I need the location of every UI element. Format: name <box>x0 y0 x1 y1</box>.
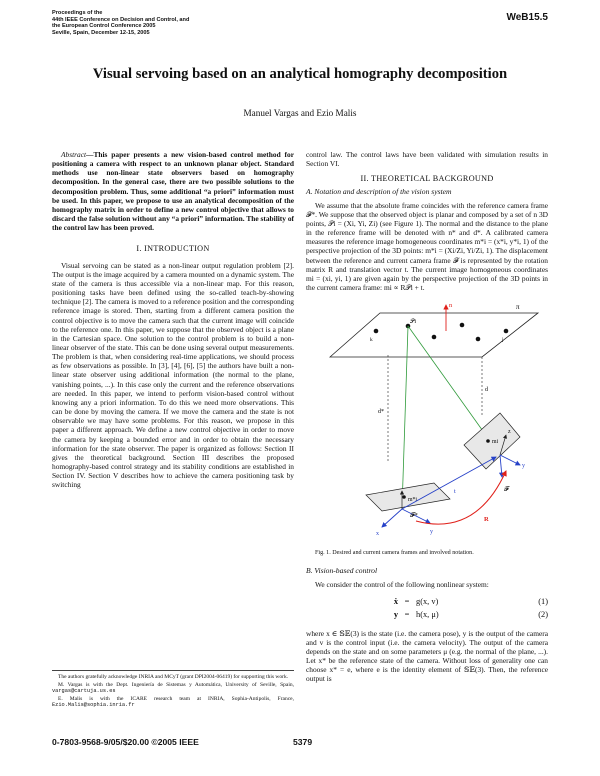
ref-axis-x <box>382 509 402 527</box>
cur-axis-z-label: z <box>508 429 511 436</box>
j-label: j <box>502 337 504 344</box>
k-label: k <box>370 337 373 344</box>
proceedings-line: Proceedings of the <box>52 10 103 16</box>
footnote-malis <box>52 696 294 709</box>
point-label: 𝒫i <box>410 319 416 326</box>
distance-ref-label: d* <box>378 409 384 416</box>
subsection-a-paragraph: We assume that the absolute frame coincides with the reference camera frame 𝓕*. We suppose that the observed object is planar and composed by a set of n 3D points, 𝒫i = (Xi, Yi, Zi) (see Figure 1). The normal and the distance to the plane in the reference frame will be denoted with n* and d*. A calibrated camera measures the reference image homogeneous coordinates m*i = (x*i, y*i, 1) of the perspective projection of the 3D points: m*i = (Xi/Zi, Yi/Zi, 1). The displacement between the reference and current camera frame 𝓕 is represented by the rotation matrix R and translation vector t. The current image homogeneous coordinates mi = (xi, yi, 1) are given again by the perspective projection of the 3D points in the current camera frame: mi ∝ R𝒫i + t. <box>306 200 548 293</box>
right-column <box>306 150 548 684</box>
footnote-acknowledgment: The authors gratefully acknowledge INRIA and MCyT (grant DPI2004-06419) for supporting this work. <box>58 674 289 680</box>
cur-axis-y-label: y <box>522 463 525 470</box>
distance-cur-label: d <box>485 387 488 394</box>
equation-rhs: h(x, μ) <box>416 609 439 619</box>
plane-label: π <box>516 303 520 312</box>
equation-rhs: g(x, v) <box>416 596 439 606</box>
equation-rel: = <box>404 609 410 619</box>
cur-axis-x <box>500 455 502 477</box>
footnote-vargas <box>52 682 294 695</box>
isbn-line: 0-7803-9568-9/05/$20.00 ©2005 IEEE <box>52 737 199 747</box>
proceedings-line: Seville, Spain, December 12-15, 2005 <box>52 29 150 36</box>
page-number: 5379 <box>293 737 313 747</box>
theory-heading: II. THEORETICAL BACKGROUND <box>360 174 494 184</box>
abstract-dash: — <box>86 150 94 159</box>
intro-continued: control law. The control laws have been validated with simulation results in Section VI. <box>306 150 548 169</box>
current-image-label: mi <box>492 439 499 446</box>
subsection-a-heading: A. Notation and description of the vision system <box>306 187 452 197</box>
equation-block <box>306 595 548 621</box>
session-code: WeB15.5 <box>506 12 548 23</box>
translation-arrow <box>402 457 496 509</box>
ray-ref <box>402 326 408 509</box>
plane-point <box>476 337 481 342</box>
page-footer <box>52 737 548 747</box>
camera-frames-diagram <box>306 295 548 543</box>
intro-heading: I. INTRODUCTION <box>136 244 210 254</box>
proceedings-header <box>52 10 189 36</box>
subsection-b-heading: B. Vision-based control <box>306 566 378 576</box>
proceedings-line: 44th IEEE Conference on Decision and Control, and <box>52 16 190 23</box>
abstract-text: This paper presents a new vision-based control method for positioning a camera with respect to an unknown planar object. Standard methods use non-linear state observers based on homography decomposition. In the general case, there are two possible solutions to the decomposition problem. Thus, some additional “a priori” information must be used. In this paper, we propose to use an analytical decomposition of the homography matrix in order to define a new control objective that allows to discard the false solution without any “a priori” information. The stability of the control law has been proved. <box>52 150 294 233</box>
proceedings-line: the European Control Conference 2005 <box>52 23 156 30</box>
footnotes <box>52 670 294 710</box>
rotation-label: R <box>484 516 489 524</box>
equation-number: (1) <box>538 596 548 606</box>
cur-axis-y <box>500 455 520 465</box>
abstract <box>52 150 294 232</box>
figure-caption: Fig. 1. Desired and current camera frames and involved notation. <box>315 550 474 557</box>
equation-row <box>306 595 548 608</box>
plane-point <box>432 335 437 340</box>
ref-axis-x-label: x <box>376 531 379 538</box>
reference-image-label: m*i <box>408 497 418 504</box>
plane-point <box>374 329 379 334</box>
subsection-b-intro: We consider the control of the following nonlinear system: <box>315 579 489 589</box>
equation-lhs: y <box>393 609 398 619</box>
subsection-b-paragraph: where x ∈ 𝕊𝔼(3) is the state (i.e. the camera pose), y is the output of the camera and v is the control input (i.e. the camera velocity). The output of the camera depends on the state and on some parameters μ (e.g. the normal of the plane, ...). Let x* be the reference state of the camera. Without loss of generality one can choose x* = e, where e is the identity element of 𝕊𝔼(3). Then, the reference output is <box>306 628 548 684</box>
footnote-malis-text: E. Malis is with the ICARE research team at INRIA, Sophia-Antipolis, France, <box>58 695 294 702</box>
current-image-point <box>486 439 490 443</box>
footnote-vargas-email: vargas@cartuja.us.es <box>52 688 116 695</box>
intro-paragraph: Visual servoing can be stated as a non-linear output regulation problem [2]. The output is the image acquired by a camera mounted on a dynamic system. The state of the camera is thus accessible via a non-linear map. For this reason, positioning tasks have been defined using the so-called teach-by-showing technique [2]. The camera is moved to a reference position and the corresponding reference image is stored. Then, starting from a different camera position the control objective is to move the camera such that the current image will coincide to the reference one. In this paper, we suppose that the observed object is a plane in the Cartesian space. One solution to the control problem is to build a non-linear observer of the state. This can be done using several output measurements. The problem is that, when considering real-time applications, we should process as few observations as possible. In [3], [4], [6], [5] the authors have built a non-linear state observer using additional information (the normal to the plane, vanishing points, ...). In this case only the current and the reference observations are needed. In this paper, we intend to perform vision-based control without knowing any a priori information. To do this we need more observations. This can be done by moving the camera. If we move the camera and the state is not observable we may have some problems. For this reason, we propose in this paper a different approach. We define a new control objective in order to move the camera by keeping a bounded error and in order to obtain the necessary information for the state observer. The paper is organized as follows: Section II gives the theoretical background. Section III describes the proposed homography-based control strategy and its stability conditions are established in Section IV. Section V describes how to achieve the camera positioning task by switching <box>52 260 294 490</box>
plane-point <box>504 329 509 334</box>
reference-image-point <box>402 495 406 499</box>
ref-frame-label: 𝓕* <box>410 512 418 520</box>
paper-authors: Manuel Vargas and Ezio Malis <box>243 108 357 118</box>
footnote-vargas-text: M. Vargas is with the Dept. Ingeniería de Sistemas y Automática, University of Seville, Spain, <box>58 681 294 688</box>
figure-1 <box>306 295 548 553</box>
left-column <box>52 150 294 489</box>
translation-label: t <box>454 488 456 496</box>
equation-number: (2) <box>538 609 548 619</box>
equation-lhs: ẋ <box>393 596 398 606</box>
cur-frame-label: 𝓕 <box>504 486 509 494</box>
paper-title: Visual servoing based on an analytical homography decomposition <box>92 66 508 82</box>
equation-rel: = <box>404 596 410 606</box>
ref-axis-y-label: y <box>430 529 433 536</box>
plane-point <box>460 323 465 328</box>
footnote-malis-email: Ezio.Malis@sophia.inria.fr <box>52 702 135 709</box>
equation-row <box>306 608 548 621</box>
abstract-lead: Abstract <box>61 150 87 159</box>
normal-label: n <box>449 302 453 310</box>
